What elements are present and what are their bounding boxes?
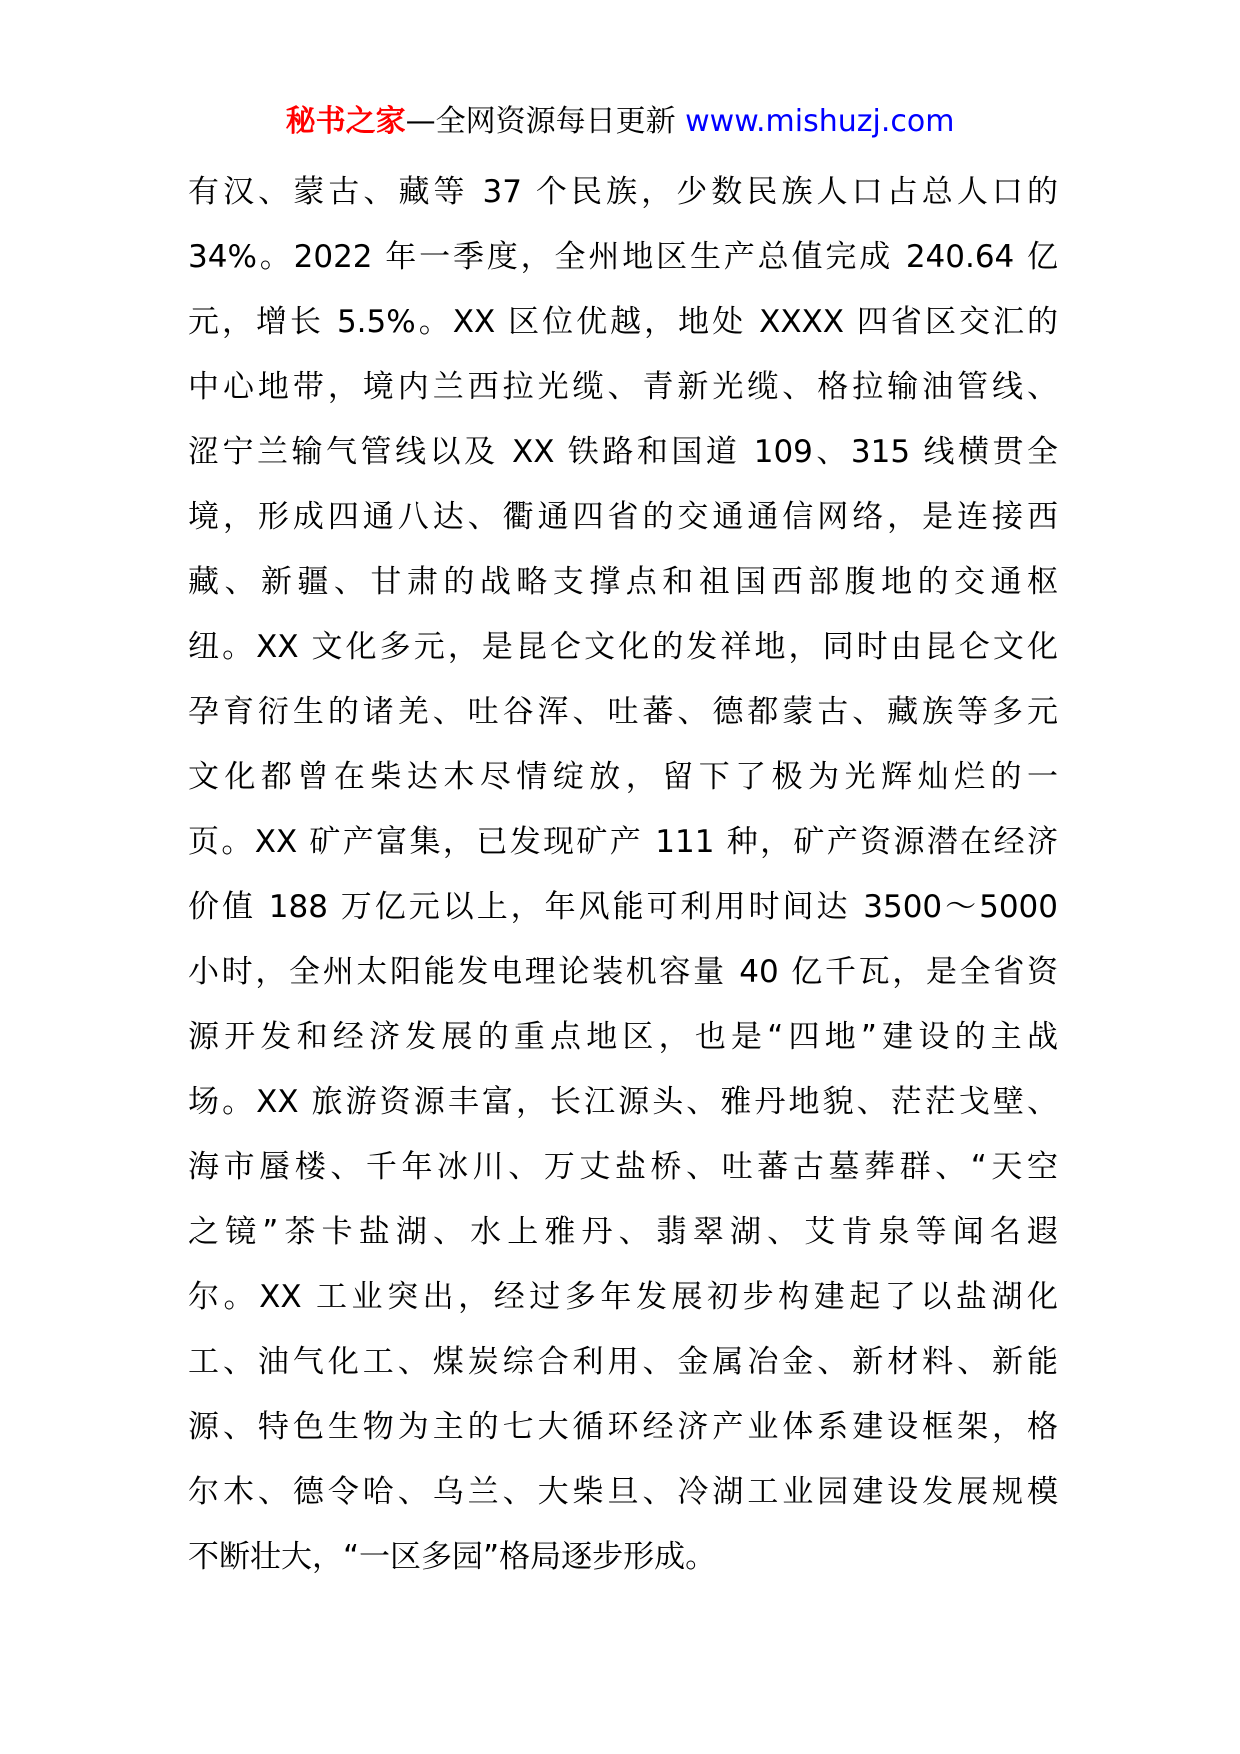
paragraph-line: 之镜”茶卡盐湖、水上雅丹、翡翠湖、艾肯泉等闻名遐 xyxy=(188,1214,1058,1250)
paragraph-line: 涩宁兰输气管线以及 XX 铁路和国道 109、315 线横贯全 xyxy=(188,434,1058,470)
body-paragraph xyxy=(188,160,1058,1590)
paragraph-line: 有汉、蒙古、藏等 37 个民族，少数民族人口占总人口的 xyxy=(188,174,1058,210)
paragraph-line: 海市蜃楼、千年冰川、万丈盐桥、吐蕃古墓葬群、“天空 xyxy=(188,1149,1058,1185)
brand-name: 秘书之家 xyxy=(285,104,406,139)
paragraph-line: 工、油气化工、煤炭综合利用、金属冶金、新材料、新能 xyxy=(188,1344,1058,1380)
paragraph-line: 源、特色生物为主的七大循环经济产业体系建设框架，格 xyxy=(188,1409,1058,1445)
paragraph-line: 孕育衍生的诸羌、吐谷浑、吐蕃、德都蒙古、藏族等多元 xyxy=(188,694,1058,730)
paragraph-line: 尔木、德令哈、乌兰、大柴旦、冷湖工业园建设发展规模 xyxy=(188,1474,1058,1510)
paragraph-line: 页。XX 矿产富集，已发现矿产 111 种，矿产资源潜在经济 xyxy=(188,824,1058,860)
paragraph-line: 中心地带，境内兰西拉光缆、青新光缆、格拉输油管线、 xyxy=(188,369,1058,405)
paragraph-line: 纽。XX 文化多元，是昆仑文化的发祥地，同时由昆仑文化 xyxy=(188,629,1058,665)
site-url-link[interactable]: www.mishuzj.com xyxy=(685,104,955,139)
paragraph-line: 场。XX 旅游资源丰富，长江源头、雅丹地貌、茫茫戈壁、 xyxy=(188,1084,1058,1120)
paragraph-line: 境，形成四通八达、衢通四省的交通通信网络，是连接西 xyxy=(188,499,1058,535)
paragraph-line: 藏、新疆、甘肃的战略支撑点和祖国西部腹地的交通枢 xyxy=(188,564,1058,600)
paragraph-line: 小时，全州太阳能发电理论装机容量 40 亿千瓦，是全省资 xyxy=(188,954,1058,990)
header-slogan: —全网资源每日更新 xyxy=(405,104,686,139)
paragraph-line: 元，增长 5.5%。XX 区位优越，地处 XXXX 四省区交汇的 xyxy=(188,304,1058,340)
paragraph-line: 价值 188 万亿元以上，年风能可利用时间达 3500～5000 xyxy=(188,889,1058,925)
paragraph-line: 文化都曾在柴达木尽情绽放，留下了极为光辉灿烂的一 xyxy=(188,759,1058,795)
paragraph-line: 不断壮大，“一区多园”格局逐步形成。 xyxy=(188,1539,717,1575)
page-header xyxy=(0,100,1240,144)
paragraph-line: 34%。2022 年一季度，全州地区生产总值完成 240.64 亿 xyxy=(188,239,1058,275)
paragraph-line: 源开发和经济发展的重点地区，也是“四地”建设的主战 xyxy=(188,1019,1058,1055)
paragraph-line: 尔。XX 工业突出，经过多年发展初步构建起了以盐湖化 xyxy=(188,1279,1058,1315)
